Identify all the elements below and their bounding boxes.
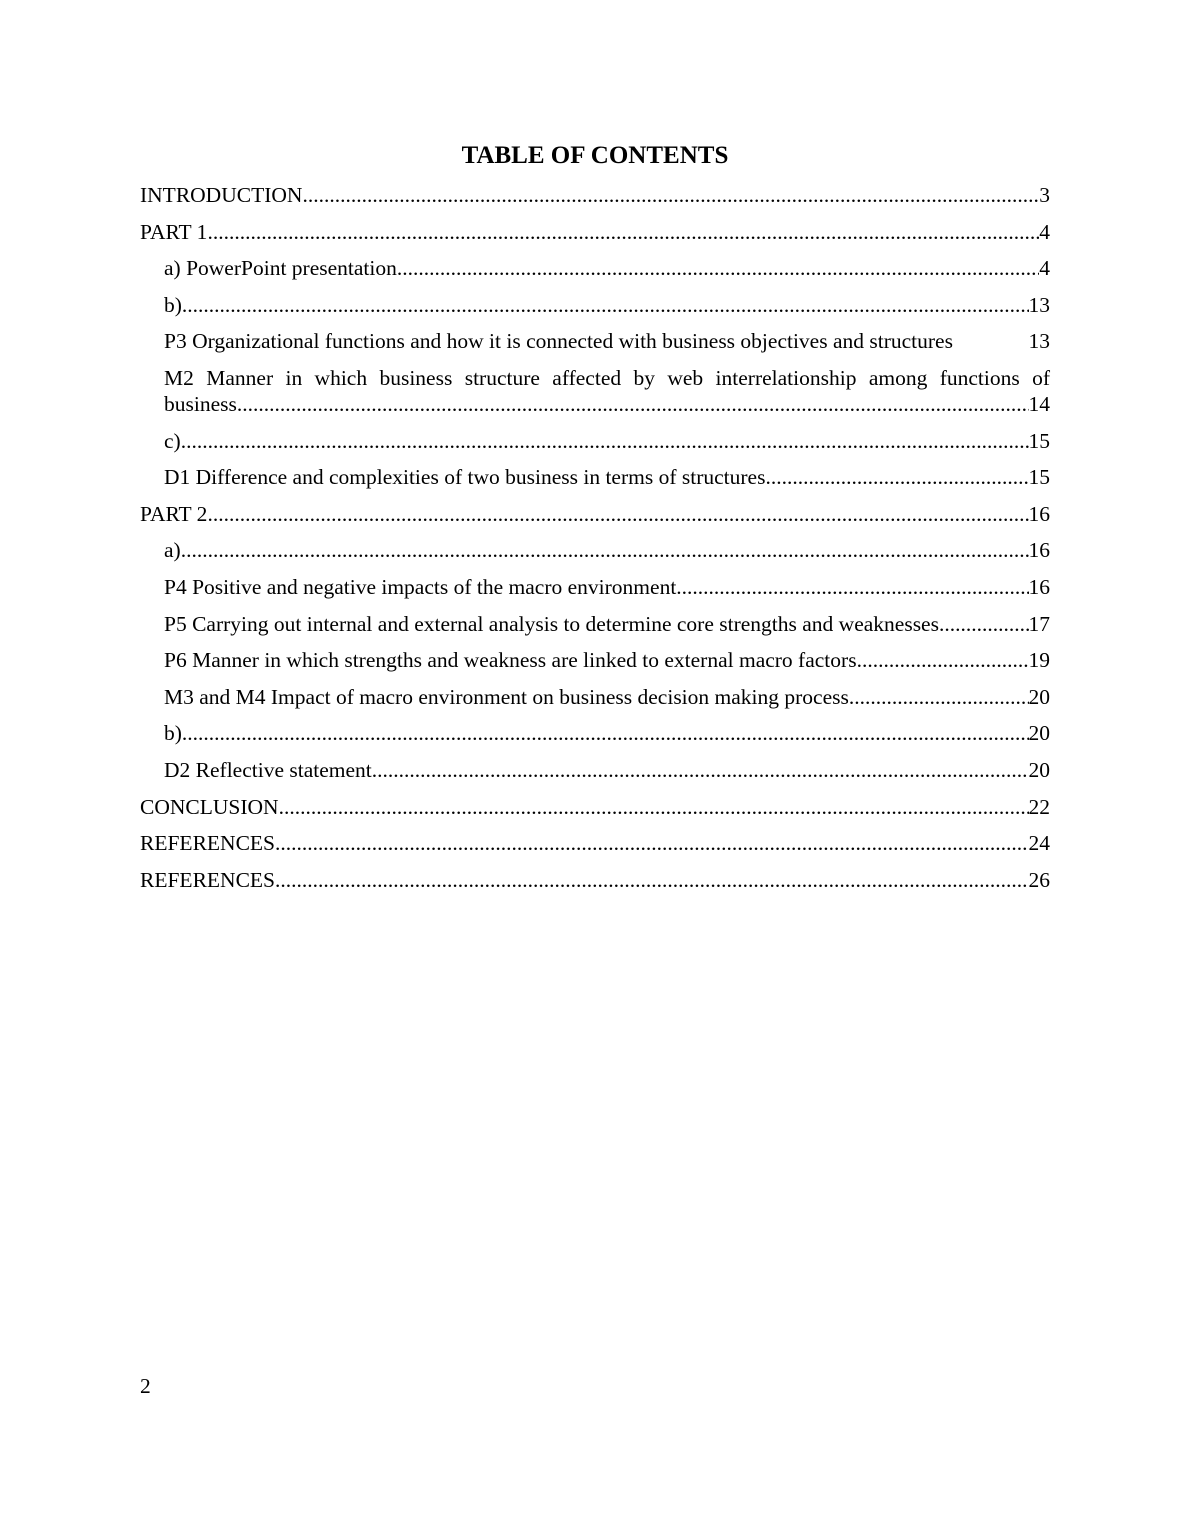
toc-entry[interactable] (140, 365, 1050, 417)
toc-entry-page: 15 (1028, 428, 1050, 453)
toc-entry[interactable] (140, 574, 1050, 600)
page-number: 2 (140, 1374, 151, 1398)
toc-leader-dots (207, 219, 1039, 245)
toc-entry-page: 16 (1028, 574, 1050, 599)
toc-entry[interactable] (140, 255, 1050, 281)
toc-entry-text: D2 Reflective statement (164, 757, 372, 782)
toc-entry-page: 20 (1028, 757, 1050, 782)
toc-leader-dots (275, 830, 1029, 856)
toc-entry[interactable] (140, 867, 1050, 893)
toc-entry-page: 4 (1039, 219, 1050, 244)
toc-leader-dots (182, 720, 1029, 746)
toc-entry[interactable] (140, 219, 1050, 245)
toc-entry-text: a) (164, 538, 181, 563)
toc-entry[interactable] (140, 611, 1050, 637)
toc-leader-dots (939, 611, 1029, 637)
toc-entry-text: REFERENCES (140, 831, 275, 856)
toc-entry-page: 15 (1028, 465, 1050, 490)
toc-entry-page: 13 (1028, 329, 1050, 354)
toc-entry-text: business (164, 391, 237, 416)
toc-entry-text: M3 and M4 Impact of macro environment on business decision making process (164, 684, 849, 709)
toc-leader-dots (279, 794, 1029, 820)
toc-entry-text: D1 Difference and complexities of two business in terms of structures (164, 465, 766, 490)
toc-entry-page: 19 (1028, 648, 1050, 673)
toc-entry[interactable] (140, 182, 1050, 208)
toc-entry-page: 26 (1028, 867, 1050, 892)
toc-leader-dots (181, 537, 1029, 563)
toc-entry-text-line-1: M2 Manner in which business structure affected by web interrelationship among functions of (164, 365, 1050, 390)
toc-leader-dots (181, 428, 1029, 454)
toc-leader-dots (857, 647, 1029, 673)
toc-entry[interactable] (140, 757, 1050, 783)
toc-entry[interactable] (140, 794, 1050, 820)
toc-entry-page: 20 (1028, 721, 1050, 746)
toc-leader-dots (207, 501, 1028, 527)
toc-entry-text: PART 1 (140, 219, 208, 244)
toc-entry-text: P5 Carrying out internal and external analysis to determine core strengths and weaknesses (164, 611, 939, 636)
toc-entry[interactable] (140, 830, 1050, 856)
toc-entry-text: a) PowerPoint presentation (164, 256, 397, 281)
toc-entry-text: INTRODUCTION (140, 183, 303, 207)
toc-entry[interactable] (140, 684, 1050, 710)
page-title: TABLE OF CONTENTS (461, 142, 729, 169)
toc-entry-page: 17 (1028, 611, 1050, 636)
toc-leader-dots (765, 464, 1028, 490)
toc-entry-page: 4 (1039, 256, 1050, 281)
toc-entry-text: REFERENCES (140, 867, 275, 892)
toc-entry-text: b) (164, 292, 182, 317)
toc-entry[interactable] (140, 537, 1050, 563)
toc-entry[interactable] (140, 501, 1050, 527)
toc-entry-page: 22 (1028, 794, 1050, 819)
toc-entry-page: 3 (1039, 183, 1050, 207)
toc-entry-text: b) (164, 721, 182, 746)
toc-entry-text: c) (164, 428, 181, 453)
toc-entry[interactable] (140, 428, 1050, 454)
toc-entry-text: CONCLUSION (140, 794, 279, 819)
toc-leader-dots (302, 182, 1039, 208)
toc-leader-dots (397, 255, 1039, 281)
toc-entry-text: P3 Organizational functions and how it is connected with business objectives and structures (164, 329, 953, 354)
toc-leader-dots (849, 684, 1029, 710)
toc-leader-dots (237, 391, 1029, 417)
toc-entry[interactable] (140, 720, 1050, 746)
table-of-contents (140, 182, 1050, 903)
toc-entry-page: 24 (1028, 831, 1050, 856)
toc-entry-text: P6 Manner in which strengths and weakness are linked to external macro factors (164, 648, 857, 673)
toc-entry[interactable] (140, 292, 1050, 318)
toc-entry-text: P4 Positive and negative impacts of the macro environment (164, 574, 677, 599)
toc-entry[interactable] (140, 647, 1050, 673)
toc-entry-page: 13 (1028, 292, 1050, 317)
toc-entry[interactable] (140, 328, 1050, 354)
toc-leader-dots (275, 867, 1029, 893)
toc-leader-dots (372, 757, 1029, 783)
toc-entry-page: 16 (1028, 538, 1050, 563)
toc-leader-dots (676, 574, 1028, 600)
toc-entry-page: 16 (1028, 501, 1050, 526)
toc-entry-page: 14 (1028, 391, 1050, 416)
toc-entry-text: PART 2 (140, 501, 208, 526)
toc-leader-dots (182, 292, 1029, 318)
toc-entry-page: 20 (1028, 684, 1050, 709)
toc-entry[interactable] (140, 464, 1050, 490)
